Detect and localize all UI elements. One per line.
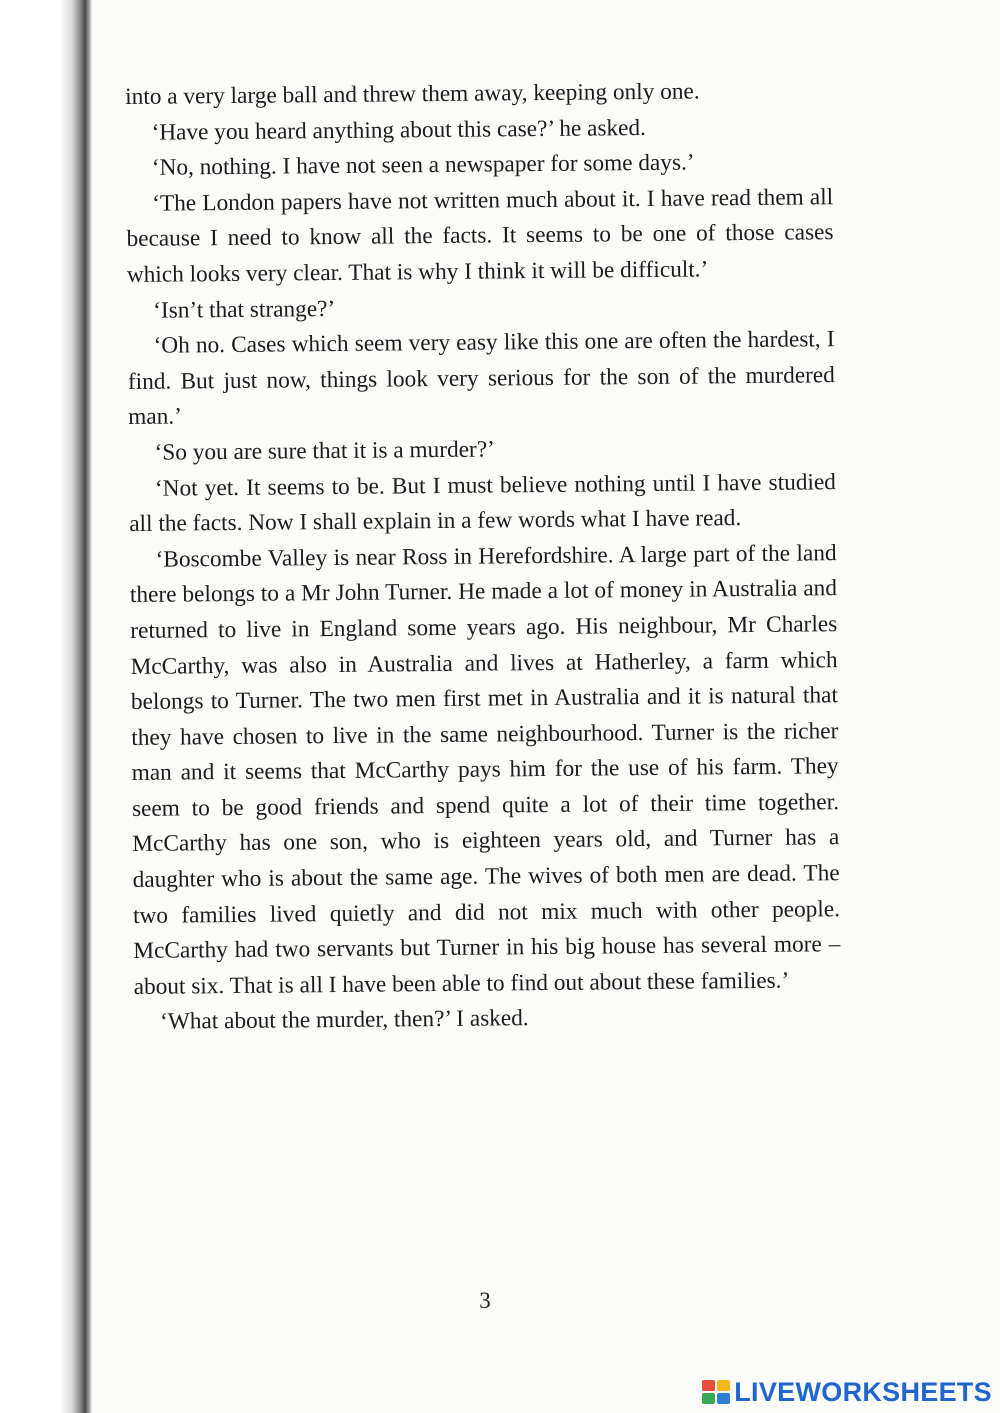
paragraph-8: ‘Not yet. It seems to be. But I must believe nothing until I have studied all the facts. Now I shall explain in a few words what I have read.: [129, 468, 837, 538]
watermark-text: LIVEWORKSHEETS: [734, 1377, 992, 1407]
paragraph-2: ‘Have you heard anything about this case?’ he asked.: [151, 114, 647, 146]
logo-tile-yellow: [717, 1380, 730, 1391]
liveworksheets-logo-icon: [702, 1380, 730, 1404]
paragraph-10: ‘What about the murder, then?’ I asked.: [159, 1005, 529, 1036]
paragraph-1: into a very large ball and threw them away, keeping only one.: [125, 78, 700, 110]
logo-tile-green: [702, 1393, 715, 1404]
logo-tile-red: [702, 1380, 715, 1391]
paragraph-3: ‘No, nothing. I have not seen a newspaper for some days.’: [151, 149, 695, 181]
page-text: [125, 73, 841, 1041]
paragraph-5: ‘Isn’t that strange?’: [153, 295, 336, 324]
paragraph-7: ‘So you are sure that it is a murder?’: [154, 436, 495, 466]
liveworksheets-watermark: [702, 1377, 992, 1407]
book-spine-shadow: [0, 0, 92, 1413]
page-number: 3: [479, 1288, 491, 1313]
logo-tile-blue: [717, 1393, 730, 1404]
paragraph-6: ‘Oh no. Cases which seem very easy like this one are often the hardest, I find. But just now, things look very serious for the son of the murdered man.’: [127, 326, 835, 431]
paragraph-9: ‘Boscombe Valley is near Ross in Herefordshire. A large part of the land there belongs to a Mr John Turner. He made a lot of money in Australia and returned to live in England some years ago. His neighbour, Mr Charles McCarthy, was also in Australia and lives at Hatherley, a farm which belongs to Turner. The two men first met in Australia and it is natural that they have chosen to live in the same neighbourhood. Turner is the richer man and it seems that McCarthy pays him for the use of his farm. They seem to be good friends and spend quite a lot of their time together. McCarthy has one son, who is eighteen years old, and Turner has a daughter who is about the same age. The wives of both men are dead. The two families lived quietly and did not mix much with other people. McCarthy had two servants but Turner in his big house has several more – about six. That is all I have been able to find out about these families.’: [129, 539, 841, 1000]
paragraph-4: ‘The London papers have not written much about it. I have read them all because I need to know all the facts. It seems to be one of those cases which looks very clear. That is why I think it will be difficult.’: [126, 183, 834, 288]
